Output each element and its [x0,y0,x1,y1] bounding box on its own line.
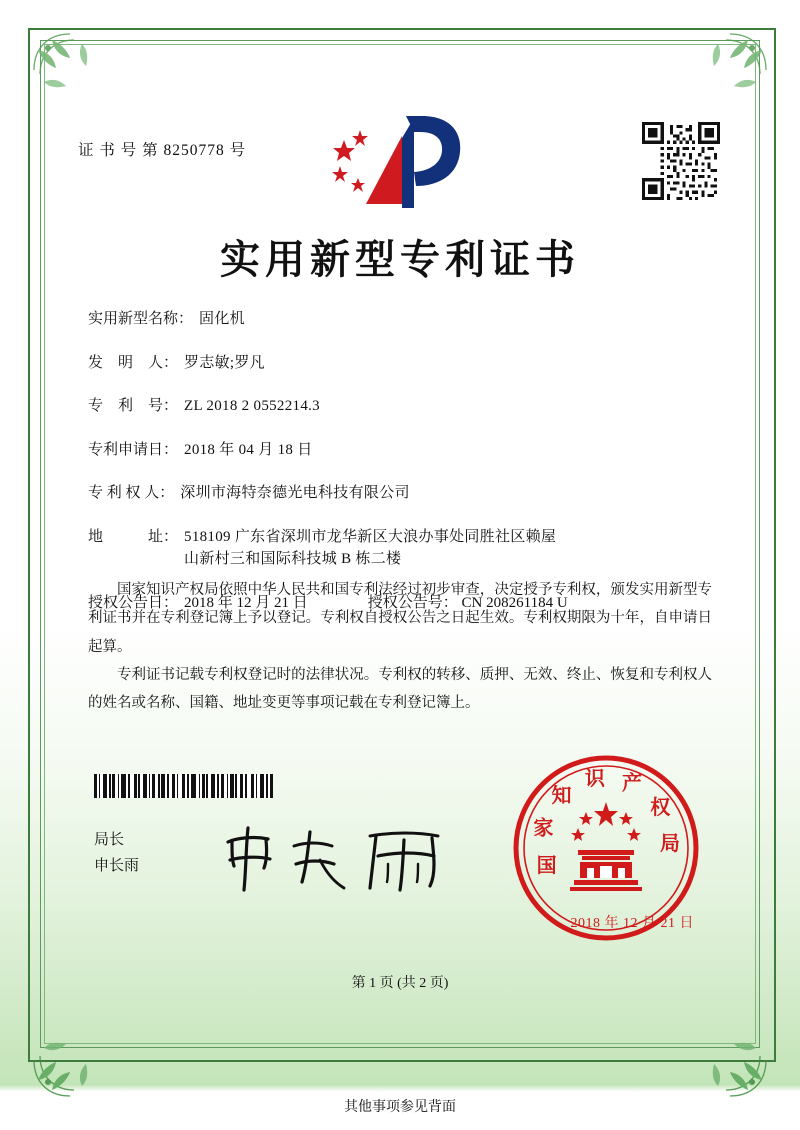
handwritten-signature [210,820,470,900]
page-title: 实用新型专利证书 [220,236,580,283]
field-label: 专利申请日： [88,441,179,458]
field-value-grant-date: 2018 年 12 月 21 日 [184,594,308,611]
paragraph-1: 国家知识产权局依照中华人民共和国专利法经过初步审查，决定授予专利权，颁发实用新型专利证书并在专利登记簿上予以登记。专利权自授权公告之日起生效。专利权期限为十年，自申请日起算。 [88,582,712,655]
field-row-utility-model-name [88,308,712,331]
director-title: 局长 [94,832,125,848]
svg-text:权: 权 [650,795,671,820]
field-value: ZL 2018 2 0552214.3 [184,398,320,414]
certificate-number: 证 书 号 第 8250778 号 [78,142,247,159]
field-label-announcement-number: 授权公告号： [367,594,458,611]
director-name: 申长雨 [94,857,140,874]
field-value: 罗志敏;罗凡 [184,354,265,371]
paragraph-2: 专利证书记载专利权登记时的法律状况。专利权的转移、质押、无效、终止、恢复和专利权人的姓名或名称、国籍、地址变更等事项记载在专利登记簿上。 [88,666,712,712]
corner-ornament-icon [30,1026,104,1100]
cnipa-logo-icon [310,108,490,218]
field-row-inventor [88,352,712,375]
page-number: 第 1 页 (共 2 页) [351,976,449,991]
field-label: 地 址： [88,528,179,545]
field-value: 2018 年 04 月 18 日 [184,441,313,458]
barcode [94,774,334,798]
field-value-announcement-number: CN 208261184 U [461,594,568,611]
svg-text:局: 局 [659,831,680,856]
legal-text [88,576,712,717]
field-label: 实用新型名称： [88,311,194,327]
svg-text:国: 国 [536,852,557,877]
svg-text:家: 家 [533,815,554,840]
address-line-2: 山新村三和国际科技城 B 栋二楼 [184,551,402,567]
field-label-grant-date: 授权公告日： [88,594,179,611]
back-note: 其他事项参见背面 [344,1100,456,1115]
address-line-1: 518109 广东省深圳市龙华新区大浪办事处同胜社区赖屋 [184,528,557,545]
svg-text:知: 知 [551,782,572,807]
field-row-patent-number [88,395,712,418]
certificate-content [60,60,740,1028]
field-label: 专 利 权 人： [88,485,175,501]
field-value [178,526,712,571]
svg-text:识: 识 [584,765,605,790]
field-row-patentee [88,482,712,505]
svg-text:产: 产 [622,770,643,795]
field-value: 固化机 [199,311,245,327]
field-label: 专 利 号： [88,398,179,414]
field-label: 发 明 人： [88,354,179,371]
seal-date: 2018 年 12 月 21 日 [570,916,694,931]
director-block [94,828,139,879]
field-value: 深圳市海特奈德光电科技有限公司 [180,485,410,501]
field-row-address [88,526,712,571]
field-row-application-date [88,439,712,462]
qr-code [642,122,720,200]
corner-ornament-icon [696,1026,770,1100]
